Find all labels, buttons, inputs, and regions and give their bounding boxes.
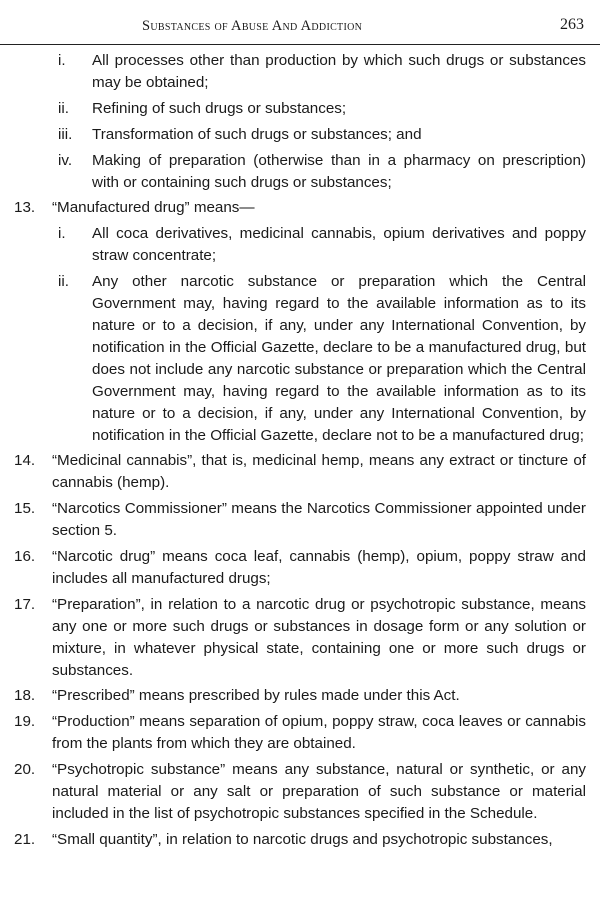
sub-item-ii [0,98,600,120]
sub-item-iv [0,150,600,194]
definition-18 [0,685,600,707]
sub-item-13-ii [0,271,600,446]
definition-13 [0,197,600,219]
running-title: Substances of Abuse And Addiction [142,18,363,34]
sub-item-text: Refining of such drugs or substances; [92,99,347,117]
definition-19 [0,711,600,755]
definition-15 [0,498,600,542]
item-text: “Prescribed” means prescribed by rules made under this Act. [52,687,460,705]
item-text: “Narcotic drug” means coca leaf, cannabis (hemp), opium, poppy straw and includes all manufactured drugs; [52,548,586,587]
page-body [0,50,600,855]
sub-item-number: i. [58,52,66,69]
page-header [0,12,600,42]
definition-14 [0,450,600,494]
sub-item-text: All coca derivatives, medicinal cannabis, opium derivatives and poppy straw concentrate; [92,225,586,265]
sub-item-13-i [0,223,600,267]
item-number: 20. [14,761,36,779]
definition-21 [0,829,600,851]
sub-item-i [0,50,600,94]
sub-item-number: ii. [58,273,69,291]
sub-item-iii [0,124,600,146]
sub-item-text: Making of preparation (otherwise than in a pharmacy on prescription) with or containing such drugs or substances; [92,151,586,191]
sub-item-number: iii. [58,125,73,143]
item-text: “Manufactured drug” means— [52,199,255,217]
item-number: 18. [14,687,36,705]
item-text: “Production” means separation of opium, poppy straw, coca leaves or cannabis from the plants from which they are obtained. [52,713,586,753]
item-number: 15. [14,500,36,518]
header-rule [0,44,600,45]
item-text: “Preparation”, in relation to a narcotic drug or psychotropic substance, means any one or more such drugs or substances in dosage form or any solution or mixture, in whatever physical state, containing one or more such drugs or substances. [52,595,586,679]
page-number: 263 [560,16,584,33]
definition-16 [0,546,600,590]
item-number: 19. [14,713,36,731]
item-text: “Small quantity”, in relation to narcotic drugs and psychotropic substances, [52,830,553,848]
sub-item-text: Any other narcotic substance or preparation which the Central Government may, having regard to the available information as to its nature or to a decision, if any, under any International Convention, by notification in the Official Gazette, declare to be a manufactured drug, but does not include any narcotic substance or preparation which the Central Government may, having regard to the available information as to its nature or to a decision, if any, under any International Convention, by notification in the Official Gazette, declare not to be a manufactured drug; [92,273,586,444]
item-number: 13. [14,199,36,217]
item-text: “Narcotics Commissioner” means the Narcotics Commissioner appointed under section 5. [52,500,586,540]
item-text: “Psychotropic substance” means any substance, natural or synthetic, or any natural material or any salt or preparation of such substance or material included in the list of psychotropic substances specified in the Schedule. [52,761,586,822]
sub-item-number: ii. [58,99,69,117]
item-number: 17. [14,595,36,613]
item-number: 16. [14,548,36,566]
sub-item-text: All processes other than production by which such drugs or substances may be obtained; [92,52,586,91]
definition-17 [0,594,600,682]
sub-item-number: i. [58,225,66,243]
definition-20 [0,759,600,825]
item-text: “Medicinal cannabis”, that is, medicinal hemp, means any extract or tincture of cannabis (hemp). [52,452,586,492]
item-number: 21. [14,830,36,848]
sub-item-number: iv. [58,151,73,169]
sub-item-text: Transformation of such drugs or substances; and [92,125,422,143]
item-number: 14. [14,452,36,470]
